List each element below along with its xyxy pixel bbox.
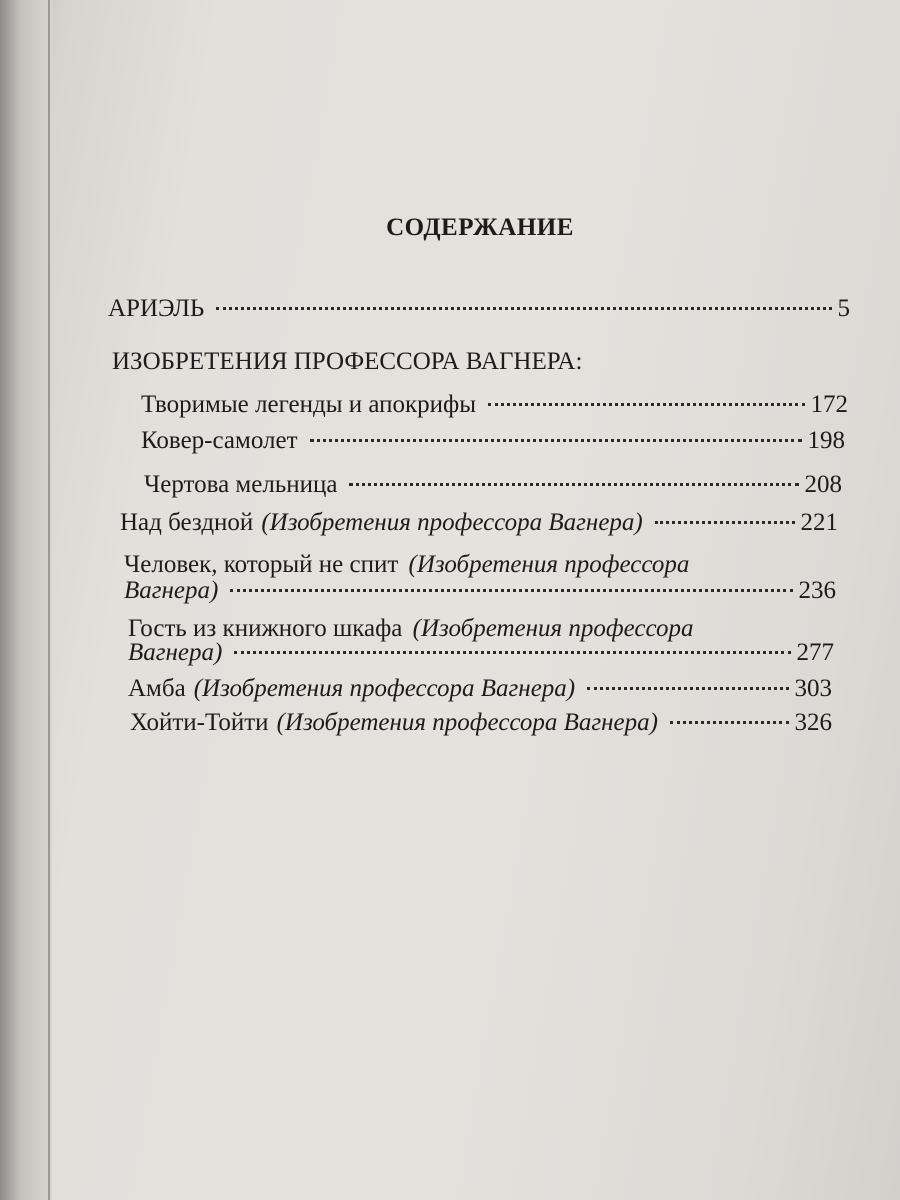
entry-title: Человек, который не спит: [124, 551, 399, 578]
entry-title: Чертова мельница: [144, 471, 338, 498]
entry-title: Амба: [128, 675, 186, 702]
leader-dots: [349, 483, 798, 486]
entry-subtitle: (Изобретения профессора Вагнера): [276, 709, 658, 736]
toc-entry-abyss: [120, 506, 838, 540]
leader-dots: [670, 721, 789, 724]
entry-page: 303: [794, 675, 832, 702]
toc-entry-guest-line2: [128, 636, 834, 670]
entry-page: 277: [796, 639, 834, 666]
leader-dots: [234, 651, 790, 654]
leader-dots: [216, 307, 831, 310]
leader-dots: [655, 521, 795, 524]
toc-entry-carpet: [141, 424, 845, 458]
section-title: ИЗОБРЕТЕНИЯ ПРОФЕССОРА ВАГНЕРА:: [112, 348, 583, 375]
toc-entry-amba: [128, 672, 832, 706]
entry-title: Хойти-Тойти: [130, 709, 269, 736]
entry-page: 172: [810, 391, 848, 418]
toc-entry-arielle: [108, 292, 850, 326]
entry-page: 236: [798, 577, 836, 604]
entry-page: 221: [800, 509, 838, 536]
entry-title: Творимые легенды и апокрифы: [141, 391, 477, 418]
leader-dots: [587, 687, 788, 690]
entry-page: 208: [804, 471, 842, 498]
toc-entry-legends: [141, 388, 848, 422]
toc-entry-sleepless-line2: [124, 574, 836, 608]
entry-title: Гость из книжного шкафа: [128, 615, 403, 642]
entry-subtitle-cont: Вагнера): [124, 577, 219, 604]
toc-entry-hoity: [130, 706, 832, 740]
entry-subtitle: (Изобретения профессора: [408, 551, 690, 578]
entry-title: Над бездной: [120, 509, 254, 536]
toc-heading: СОДЕРЖАНИЕ: [386, 214, 574, 241]
leader-dots: [310, 439, 802, 442]
toc-entry-mill: [144, 468, 842, 502]
entry-subtitle: (Изобретения профессора Вагнера): [193, 675, 576, 702]
entry-title: Ковер-самолет: [141, 427, 298, 454]
entry-page: 5: [837, 295, 850, 322]
entry-title: АРИЭЛЬ: [108, 295, 205, 322]
entry-subtitle: (Изобретения профессора: [412, 615, 694, 642]
entry-subtitle: (Изобретения профессора Вагнера): [261, 509, 643, 536]
leader-dots: [230, 589, 792, 592]
entry-page: 326: [794, 709, 832, 736]
entry-page: 198: [807, 427, 845, 454]
leader-dots: [488, 403, 804, 406]
entry-subtitle-cont: Вагнера): [128, 639, 223, 666]
